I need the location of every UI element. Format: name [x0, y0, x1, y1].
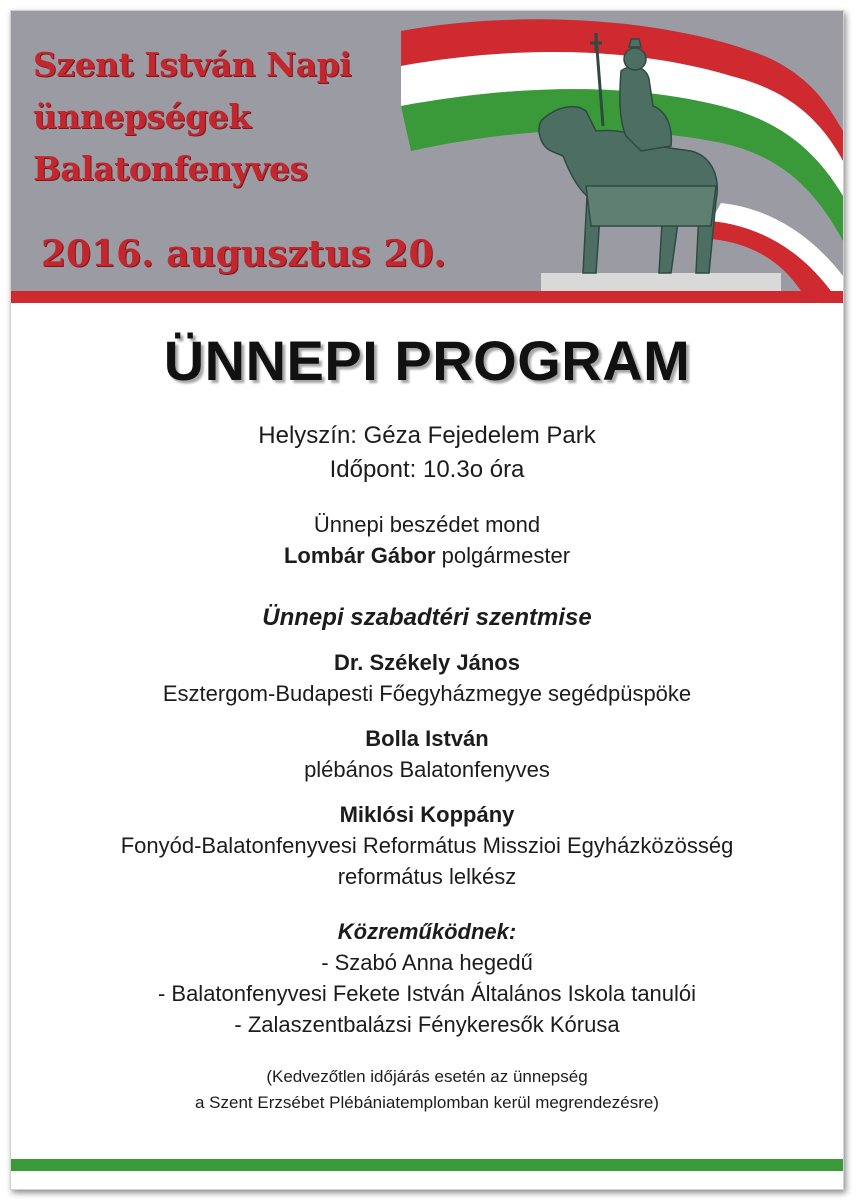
celebrant-2-name: Bolla István [365, 726, 489, 751]
celebrant-3-name: Miklósi Koppány [339, 802, 515, 827]
program-content [11, 311, 843, 1116]
celebrant-2-role: plébános Balatonfenyves [304, 757, 550, 782]
speech-speaker: Lombár Gábor [283, 543, 436, 568]
header-banner [11, 11, 843, 291]
speech-intro: Ünnepi beszédet mond [313, 512, 541, 537]
contributor-1: - Szabó Anna hegedű [321, 950, 533, 975]
poster [10, 10, 844, 1190]
banner-title-line-1: Szent István Napi [33, 45, 352, 84]
location-text: Helyszín: Géza Fejedelem Park [258, 422, 596, 449]
banner-title-line-3: Balatonfenyves [33, 149, 308, 188]
contributor-3: - Zalaszentbalázsi Fénykeresők Kórusa [234, 1012, 620, 1037]
banner-title-line-2: ünnepségek [33, 97, 251, 136]
statue-pedestal [541, 273, 781, 291]
banner-date: 2016. augusztus 20. [41, 233, 447, 275]
green-divider [11, 1159, 843, 1171]
time-text: Időpont: 10.3o óra [329, 456, 525, 483]
celebrant-1-name: Dr. Székely János [334, 650, 520, 675]
celebrant-3-role-2: református lelkész [337, 864, 517, 889]
weather-note-line-1: (Kedvezőtlen időjárás esetén az ünnepség [266, 1067, 588, 1086]
program-title: ÜNNEPI PROGRAM [163, 329, 691, 392]
celebrant-3-role: Fonyód-Balatonfenyvesi Református Misszioi Egyházközösség [120, 833, 734, 858]
contributors-title: Közreműködnek: [337, 919, 517, 944]
speech-line [11, 540, 843, 571]
mass-title: Ünnepi szabadtéri szentmise [262, 604, 592, 631]
speech-role: polgármester [441, 543, 571, 568]
celebrant-1-role: Esztergom-Budapesti Főegyházmegye segédpüspöke [162, 681, 692, 706]
contributor-2: - Balatonfenyvesi Fekete István Általános Iskola tanulói [157, 981, 697, 1006]
weather-note-line-2: a Szent Erzsébet Plébániatemplomban kerül megrendezésre) [195, 1093, 659, 1112]
red-divider [11, 291, 843, 303]
statue-flag-illustration [391, 11, 843, 291]
banner-title [33, 39, 453, 195]
